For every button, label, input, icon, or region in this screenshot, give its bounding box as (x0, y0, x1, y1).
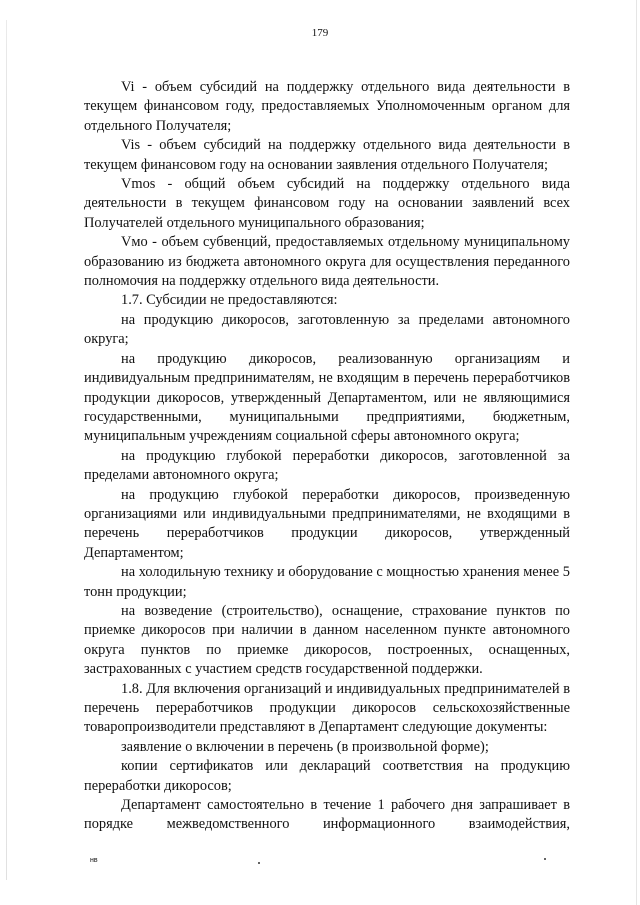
scan-edge-right (636, 0, 637, 905)
document-body (84, 78, 570, 835)
paragraph: на продукцию дикоросов, реализованную организациям и индивидуальным предпринимателям, не входящим в перечень переработчиков продукции дикоросов, утвержденный Департаментом, или не являющимися государственными, муниципальными предприятиями, бюджетным, муниципальным учреждениям социальной сферы автономного округа; (84, 350, 570, 445)
scan-speck (544, 858, 546, 860)
paragraph: Vmos - общий объем субсидий на поддержку отдельного вида деятельности в текущем финансовом году на основании заявлений всех Получателей отдельного муниципального образования; (84, 176, 570, 231)
paragraph: Vis - объем субсидий на поддержку отдельного вида деятельности в текущем финансовом году на основании заявления отдельного Получателя; (84, 137, 570, 173)
paragraph: Vi - объем субсидий на поддержку отдельного вида деятельности в текущем финансовом году, предоставляемых Уполномоченным органом для отдельного Получателя; (84, 79, 570, 134)
paragraph: Vмо - объем субвенций, предоставляемых отдельному муниципальному образованию из бюджета автономного округа для осуществления переданного полномочия на поддержку отдельного вида деятельности. (84, 234, 570, 290)
paragraph: на возведение (строительство), оснащение, страхование пунктов по приемке дикоросов при наличии в данном населенном пункте автономного округа пунктов по приемке дикоросов, построенных, оснащенных, застрахованных с участием средств государственной поддержки. (84, 602, 570, 678)
paragraph: на холодильную технику и оборудование с мощностью хранения менее 5 тонн продукции; (84, 564, 570, 600)
paragraph: на продукцию глубокой переработки дикоросов, произведенную организациями или индивидуальными предпринимателями, не входящими в перечень переработчиков продукции дикоросов, утвержденный Департаментом; (84, 486, 570, 561)
paragraph: 1.8. Для включения организаций и индивидуальных предпринимателей в перечень переработчиков продукции дикоросов сельскохозяйственные товаропроизводители представляют в Департамент следующие документы: (84, 680, 570, 736)
scan-speck (258, 862, 260, 864)
page-number: 179 (311, 27, 329, 39)
paragraph: заявление о включении в перечень (в произвольной форме); (121, 738, 489, 755)
scan-edge-left (6, 20, 7, 880)
paragraph: копии сертификатов или деклараций соответствия на продукцию переработки дикоросов; (84, 758, 570, 794)
paragraph: Департамент самостоятельно в течение 1 рабочего дня запрашивает в порядке межведомственного информационного взаимодействия, (84, 797, 570, 833)
paragraph: на продукцию глубокой переработки дикоросов, заготовленной за пределами автономного округа; (84, 447, 570, 484)
paragraph: 1.7. Субсидии не предоставляются: (121, 292, 338, 309)
paragraph: на продукцию дикоросов, заготовленную за пределами автономного округа; (84, 311, 570, 348)
footer-mark: нв (90, 857, 98, 864)
